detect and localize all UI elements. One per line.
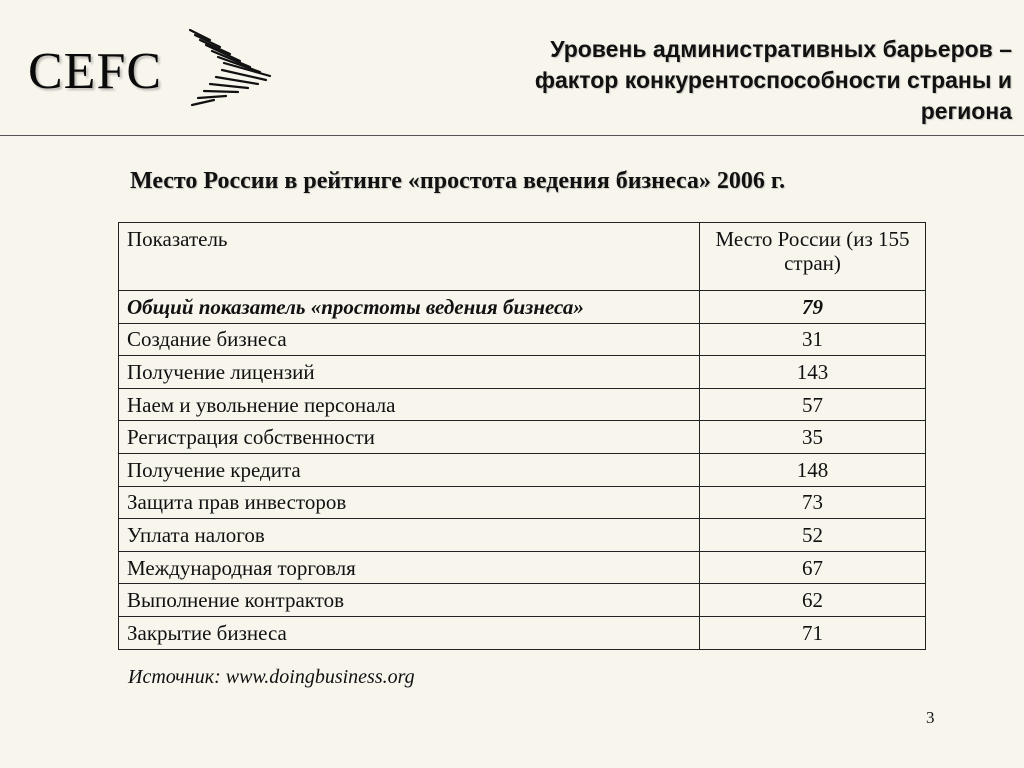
table-row [119,551,926,584]
page-number: 3 [926,708,935,727]
row-label: Общий показатель «простоты ведения бизнеса» [119,291,700,324]
table-row [119,323,926,356]
slide-title [372,34,1012,127]
rating-table [118,222,926,650]
row-label: Закрытие бизнеса [119,616,700,649]
table-row [119,616,926,649]
row-label: Выполнение контрактов [119,584,700,617]
table-row-total [119,291,926,324]
header-divider [0,135,1024,136]
table-row [119,356,926,389]
cefc-logo: CEFC [28,43,163,100]
table-row [119,453,926,486]
row-value: 79 [700,291,926,324]
row-value: 73 [700,486,926,519]
table-row [119,519,926,552]
logo-arrow-icon [186,26,276,110]
header-indicator: Показатель [119,223,700,291]
slide-title-line-1: Уровень административных барьеров – [550,36,1012,62]
row-value: 143 [700,356,926,389]
table-row [119,388,926,421]
table-row [119,421,926,454]
row-label: Международная торговля [119,551,700,584]
row-label: Защита прав инвесторов [119,486,700,519]
slide-title-line-2: фактор конкурентоспособности страны и [534,67,1012,93]
table-row [119,486,926,519]
table-header-row [119,223,926,291]
row-value: 62 [700,584,926,617]
row-label: Наем и увольнение персонала [119,388,700,421]
row-label: Регистрация собственности [119,421,700,454]
row-value: 57 [700,388,926,421]
row-value: 71 [700,616,926,649]
row-value: 67 [700,551,926,584]
row-value: 31 [700,323,926,356]
table-row [119,584,926,617]
table-title: Место России в рейтинге «простота ведения бизнеса» 2006 г. [130,168,786,194]
row-label: Уплата налогов [119,519,700,552]
row-label: Получение лицензий [119,356,700,389]
row-label: Создание бизнеса [119,323,700,356]
source-note: Источник: www.doingbusiness.org [128,666,415,688]
row-value: 148 [700,453,926,486]
slide-title-line-3: региона [920,98,1012,124]
row-label: Получение кредита [119,453,700,486]
header-russia-rank: Место России (из 155 стран) [700,223,926,291]
row-value: 52 [700,519,926,552]
row-value: 35 [700,421,926,454]
